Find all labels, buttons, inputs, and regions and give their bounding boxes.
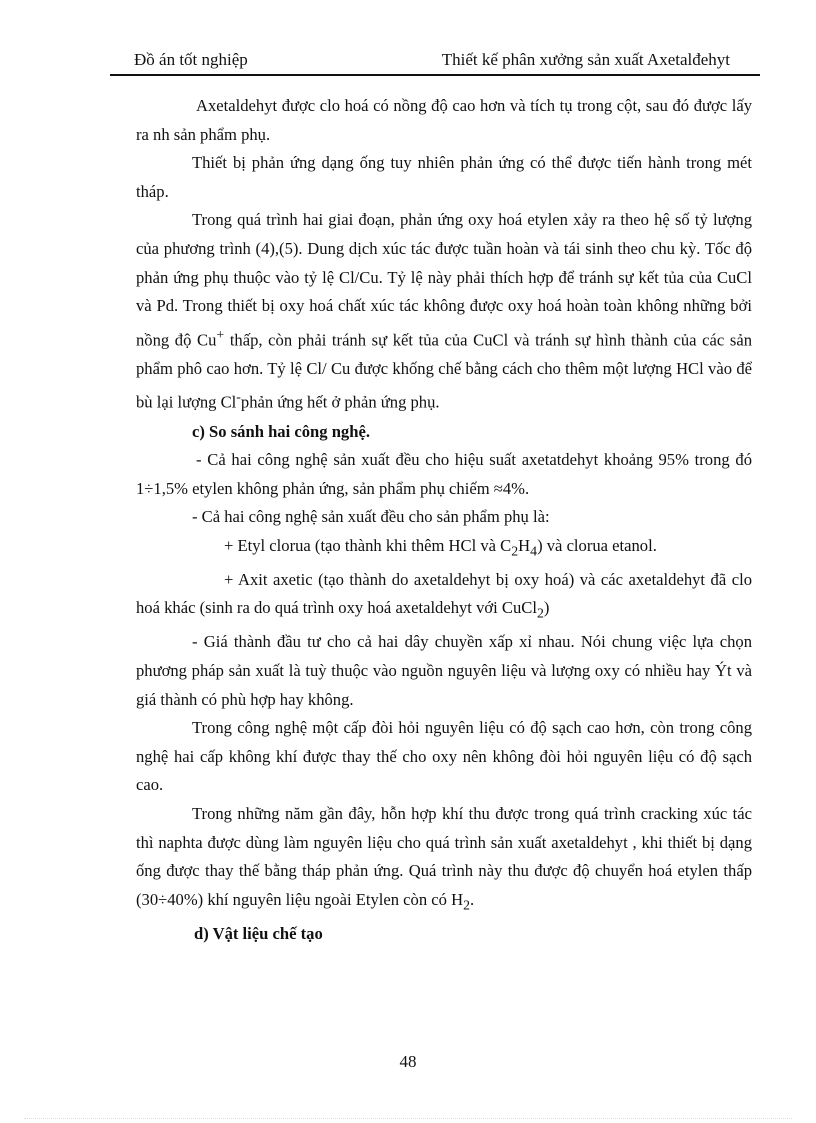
paragraph-7-text-a: + Axit axetic (tạo thành do axetaldehyt bị oxy hoá) và các axetaldehyt đã clo hoá khác (sinh ra do quá trình oxy hoá axetaldehyt với CuCl: [136, 569, 752, 618]
paragraph-10: [136, 800, 752, 920]
section-heading-c: c) So sánh hai công nghệ.: [192, 421, 370, 441]
document-body: [136, 92, 752, 948]
paragraph-3-text-a: Trong quá trình hai giai đoạn, phản ứng oxy hoá etylen xảy ra theo hệ số tỷ lượng của phương trình (4),(5). Dung dịch xúc tác được tuần hoàn và tái sinh theo chu kỳ. Tốc độ phản ứng phụ thuộc vào tỷ lệ Cl/Cu. Tỷ lệ này phải thích hợp để tránh sự kết tủa của CuCl và Pd. Trong thiết bị oxy hoá chất xúc tác không được oxy hoá hoàn toàn không những bởi nồng độ Cu: [136, 210, 752, 350]
paragraph-7: [136, 566, 752, 629]
paragraph-10-text-a: Trong những năm gần đây, hỗn hợp khí thu được trong quá trình cracking xúc tác thì naphta được dùng làm nguyên liệu cho quá trình sản xuất axetaldehyt , khi thiết bị dạng ống được thay thế bằng tháp phản ứng. Quá trình này thu được độ chuyển hoá etylen thấp (30÷40%) khí nguyên liệu ngoài Etylen còn có H: [136, 803, 752, 909]
paragraph-7-text-b: ): [543, 598, 550, 618]
page-number: 48: [399, 1052, 417, 1071]
section-heading-d: d) Vật liệu chế tạo: [194, 923, 323, 943]
paragraph-10-text-b: .: [470, 889, 475, 909]
paragraph-5: - Cả hai công nghệ sản xuất đều cho sản phẩm phụ là:: [192, 507, 550, 527]
paragraph-6-text-b: H: [518, 535, 531, 555]
subscript-cucl2: 2: [536, 605, 544, 621]
paragraph-6: [136, 532, 752, 566]
superscript-plus: +: [216, 326, 225, 342]
paragraph-6-text-c: ) và clorua etanol.: [537, 535, 657, 555]
paragraph-4: - Cả hai công nghệ sản xuất đều cho hiệu suất axetatdehyt khoảng 95% trong đó 1÷1,5% etylen không phản ứng, sản phẩm phụ chiếm ≈4%.: [136, 450, 752, 498]
header-left-title: Đồ án tốt nghiệp: [134, 50, 248, 69]
header-right-title: Thiết kế phân xưởng sản xuất Axetalđehyt: [441, 50, 730, 69]
paragraph-8: - Giá thành đầu tư cho cả hai dây chuyền xấp xỉ nhau. Nói chung việc lựa chọn phương pháp sản xuất là tuỳ thuộc vào nguồn nguyên liệu và lượng oxy có nhiều hay Ýt và giá thành có phù hợp hay không.: [136, 632, 752, 709]
superscript-minus: -: [236, 389, 241, 405]
bottom-dotted-rule: [24, 1118, 792, 1119]
paragraph-6-text-a: + Etyl clorua (tạo thành khi thêm HCl và C: [224, 535, 512, 555]
paragraph-3-text-c: phản ứng hết ở phản ứng phụ.: [240, 393, 440, 412]
page-header: [110, 44, 760, 76]
paragraph-9: Trong công nghệ một cấp đòi hỏi nguyên liệu có độ sạch cao hơn, còn trong công nghệ hai cấp không khí được thay thế cho oxy nên không đòi hỏi nguyên liệu có độ sạch cao.: [136, 718, 752, 795]
paragraph-3: [136, 206, 752, 417]
subscript-h2: 2: [463, 897, 471, 913]
paragraph-1: Axetaldehyt được clo hoá có nồng độ cao hơn và tích tụ trong cột, sau đó được lấy ra nh sản phẩm phụ.: [136, 96, 752, 144]
subscript-2: 2: [511, 543, 519, 559]
paragraph-3-text-b: thấp, còn phải tránh sự kết tủa của CuCl và tránh sự hình thành của các sản phẩm phô cao hơn. Tỷ lệ Cl/ Cu được khống chế bằng cách cho thêm một lượng HCl vào để bù lại lượng Cl: [136, 330, 752, 412]
paragraph-2: Thiết bị phản ứng dạng ống tuy nhiên phản ứng có thể được tiến hành trong mét tháp.: [136, 153, 752, 201]
subscript-4: 4: [530, 543, 538, 559]
